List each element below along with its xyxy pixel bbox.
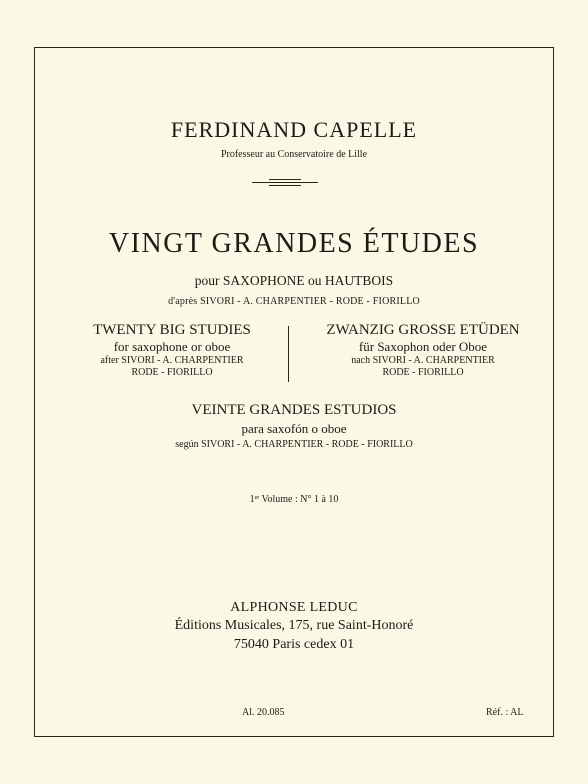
english-title-block: [64, 321, 280, 379]
german-heading: ZWANZIG GROSSE ETÜDEN: [326, 322, 520, 338]
publisher-address: Éditions Musicales, 175, rue Saint-Honoré: [174, 618, 414, 633]
volume-label: [0, 494, 588, 505]
ornament-divider: [252, 177, 318, 187]
composer-subtitle: Professeur au Conservatoire de Lille: [220, 149, 368, 160]
german-after-line1: nach SIVORI - A. CHARPENTIER: [351, 355, 495, 366]
german-title-block: [303, 321, 543, 379]
publisher-name: ALPHONSE LEDUC: [230, 600, 358, 615]
reference-code: Réf. : AL: [486, 707, 524, 718]
spanish-after: según SIVORI - A. CHARPENTIER - RODE - FIORILLO: [175, 439, 413, 450]
composer-name: FERDINAND CAPELLE: [170, 117, 418, 142]
spanish-instrument: para saxofón o oboe: [241, 421, 347, 436]
german-instrument: für Saxophon oder Oboe: [358, 339, 488, 354]
column-divider: [288, 326, 289, 382]
english-heading: TWENTY BIG STUDIES: [93, 322, 251, 338]
publisher-city: 75040 Paris cedex 01: [233, 637, 355, 652]
spanish-heading: VEINTE GRANDES ESTUDIOS: [191, 402, 397, 418]
main-title: VINGT GRANDES ÉTUDES: [108, 228, 480, 259]
english-instrument: for saxophone or oboe: [113, 339, 231, 354]
volume-ordinal: 1: [249, 494, 255, 505]
english-after-line2: RODE - FIORILLO: [131, 367, 213, 378]
catalog-number: Al. 20.085: [242, 707, 285, 718]
volume-ordinal-suffix: er: [254, 495, 260, 501]
title-instrument: pour SAXOPHONE ou HAUTBOIS: [194, 273, 394, 288]
title-after: d'après SIVORI - A. CHARPENTIER - RODE - FIORILLO: [168, 296, 420, 307]
english-after-line1: after SIVORI - A. CHARPENTIER: [100, 355, 244, 366]
volume-text: Volume : N° 1 à 10: [259, 494, 339, 505]
german-after-line2: RODE - FIORILLO: [382, 367, 464, 378]
